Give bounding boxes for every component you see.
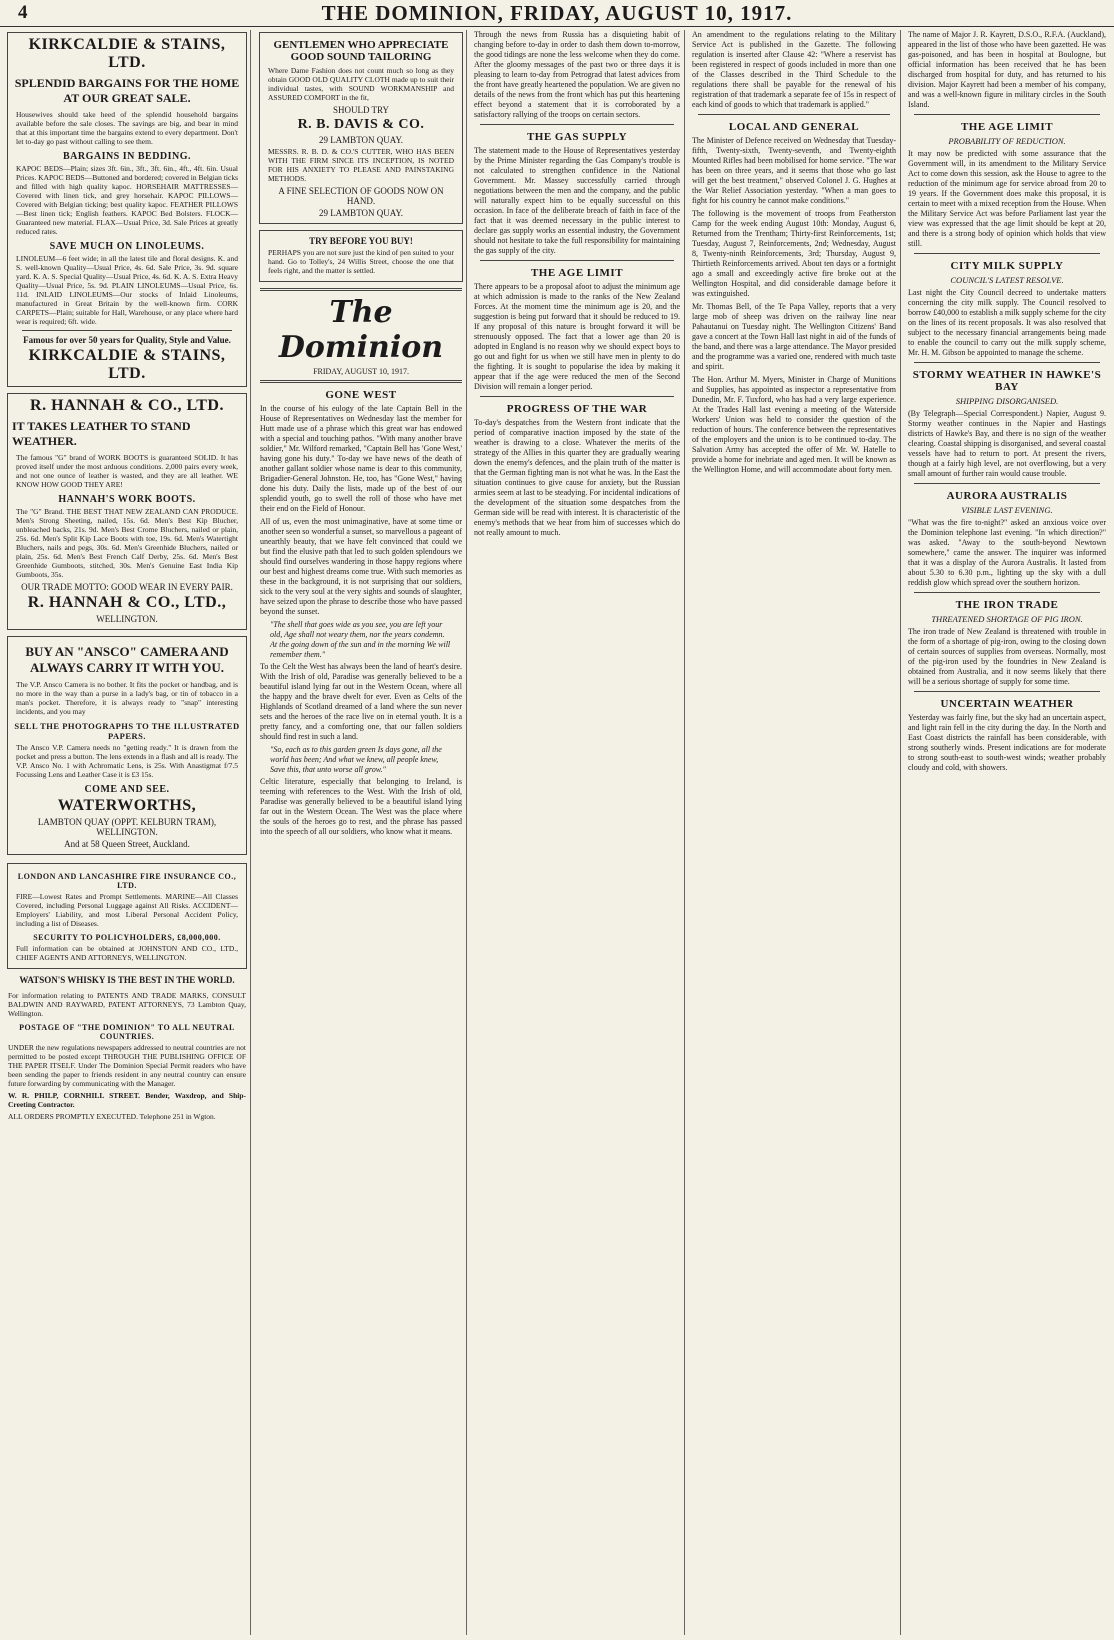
- ansco-headline: BUY AN "ANSCO" CAMERA AND ALWAYS CARRY IT WITH YOU.: [25, 644, 229, 675]
- patents-ad: For information relating to PATENTS AND TRADE MARKS, CONSULT BALDWIN AND RAYWARD, PATENT ATTORNEYS, 73 Lambton Quay, Wellington.: [8, 991, 246, 1018]
- tolley-ad: [259, 230, 463, 282]
- divider: [480, 260, 674, 261]
- hannah-name-footer: R. HANNAH & CO., LTD.,: [27, 594, 227, 611]
- divider: [22, 330, 232, 331]
- dominion-logo: The Dominion: [278, 295, 444, 365]
- divider: [480, 396, 674, 397]
- divider: [260, 380, 462, 383]
- kirkcaldie-ad: [7, 32, 247, 387]
- newspaper-title: THE DOMINION, FRIDAY, AUGUST 10, 1917.: [321, 1, 793, 25]
- aurora-heading: AURORA AUSTRALIS: [946, 490, 1068, 502]
- davis-ad: [259, 32, 463, 224]
- gone-west-text-1: In the course of his eulogy of the late Captain Bell in the House of Representatives on Wednesday last the member for Hutt made use of a phrase which this great war has endowed with a special and touching pathos. "With many another brave soldier," Mr. Wilford remarked, "Captain Bell has 'Gone West,' having gone his duty." To-day we have news of the death of another gallant soldier whose name is dear to this community, Brigadier-General Johnston. He, too, has "Gone West," having done his duty. Daily the lists, made up of the best of our splendid youth, go to swell the roll of those who have met their end on the Field of Honour.: [260, 404, 462, 513]
- hannah-list: The "G" Brand. THE BEST THAT NEW ZEALAND CAN PRODUCE. Men's Strong Sheeting, nailed, 15s. 6d. Men's Best Kip Blucher, unbleached backs, 21s. 9d. Men's Best Crome Bluchers, nailed or plain, 25s. 6d. Men's Split Kip Lace Boots with toe, 19s. 6d. Men's Watertight Bluchers, nails and pegs, 30s. 6d. Men's Greenhide Bluchers, nailed or plain, 25s. 6d. Men's Best French Calf Derby, 25s. 6d. Men's Best Greenhide Gumboots, stitched, 30s. Men's Genuine East India Kip Gumboots, 35s.: [16, 507, 238, 579]
- hannah-city: WELLINGTON.: [96, 614, 158, 624]
- iron-trade-heading: THE IRON TRADE: [955, 599, 1059, 611]
- kirkcaldie-name-footer: KIRKCALDIE & STAINS, LTD.: [28, 347, 226, 382]
- divider: [480, 124, 674, 125]
- kirkcaldie-headline: SPLENDID BARGAINS FOR THE HOME AT OUR GREAT SALE.: [14, 76, 240, 105]
- gone-west-heading: GONE WEST: [325, 389, 397, 401]
- col1-lower: [4, 861, 250, 1124]
- age-limit-heading: THE AGE LIMIT: [530, 267, 624, 279]
- age-limit-subheading: PROBABILITY OF REDUCTION.: [948, 136, 1066, 146]
- local-general-text-1: The Minister of Defence received on Wednesday that Tuesday-fifth, Twenty-sixth, Twenty-seventh, and Twenty-eighth Mounted Rifles had been mobilised for home service. "The war has been on three years, and it seems that those who go last will get the best treatment," observed Colonel J. G. Hughes at the War Relief Association yesterday. "When a man goes to fight for his country he cannot make conditions.": [692, 136, 896, 205]
- divider: [914, 362, 1100, 363]
- column-1: [4, 30, 251, 1635]
- col1-lower-left: [4, 861, 250, 1124]
- ll-name: LONDON AND LANCASHIRE FIRE INSURANCE CO., LTD.: [17, 872, 237, 890]
- gone-west-text-2: All of us, even the most unimaginative, have at some time or another seen so wonderful a sunset, so marvellous a pageant of unearthly beauty, that we have felt convinced that could we but find the elusive path that led to such golden splendours we should find ourselves wandering in those happy regions where our best and highest dreams come true. With such memories as these in the background, it is not surprising that our soldiers, sick to the very soul at the very sights and sounds of slaughter, have seized upon the phrase to describe those who have passed beyond the sunset.: [260, 517, 462, 616]
- divider: [914, 592, 1100, 593]
- london-lancashire-ad: [7, 863, 247, 969]
- should-try: SHOULD TRY: [332, 105, 390, 115]
- local-general-text-4: The Hon. Arthur M. Myers, Minister in Charge of Munitions and Supplies, has appointed as inspector a representative from Dunedin, Mr. F. Tuxford, who has had a very large experience. At the Trades Hall last evening a meeting of the Waterside Workers' Union was held to consider the question of the reduction of hours. The conference between the representatives of the employers and the union is to be continued to-day. The Salvation Army has accepted the offer of Mr. W. Hatelle to provide a home for inebriate and aged men. It will be known as the Wellington Home, and will accommodate about forty men.: [692, 375, 896, 474]
- ll-text: FIRE—Lowest Rates and Prompt Settlements. MARINE—All Classes Covered, including Personal Luggage against All Risks. ACCIDENT—Employers' Liability, and most Liberal Personal Accident Policy, including a list of Diseases.: [16, 892, 238, 928]
- divider: [914, 253, 1100, 254]
- column-5: [904, 30, 1110, 1635]
- gone-west-verse-2: "So, each as to this garden green Is days gone, all the world has been; And what we knew, all people knew, Save this, that unto worse all grow.": [270, 745, 442, 774]
- ll-security: SECURITY TO POLICYHOLDERS, £8,000,000.: [33, 933, 221, 942]
- gentlemen-heading: GENTLEMEN WHO APPRECIATE GOOD SOUND TAILORING: [273, 39, 449, 63]
- divider: [914, 691, 1100, 692]
- gone-west-verse-1: "The shell that goes wide as you see, you are left your old, Age shall not weary them, nor the years condemn. At the going down of the sun and in the morning We will remember them.": [270, 620, 451, 659]
- hannah-name: R. HANNAH & CO., LTD.: [30, 397, 224, 414]
- ansco-come: COME AND SEE.: [84, 784, 170, 795]
- age-limit-text: There appears to be a proposal afoot to adjust the minimum age at which admission is made to the ranks of the New Zealand Forces. At the moment time the minimum age is 20, and the suggestion is being put forward that it should be reduced to 19. If any proposal of this nature is brought forward it will be strenuously opposed. The fact that a lower age than 20 is adopted in England is no reason why we should expect boys to go out and fight for us when we still have men in plenty to do the fighting. It is sought to popularise the idea by making it appear that if the age were reduced the men of the Second Division will remain a longer period.: [474, 282, 680, 391]
- iron-trade-subheading: THREATENED SHORTAGE OF PIG IRON.: [931, 614, 1083, 624]
- gentlemen-text: Where Dame Fashion does not count much so long as they obtain GOOD OLD QUALITY CLOTH made up to suit their individual tastes, with SOUND WORKMANSHIP and ASSURED COMFORT in the fit,: [268, 66, 454, 102]
- watson-ad: WATSON'S WHISKY IS THE BEST IN THE WORLD.: [19, 975, 235, 985]
- progress-war-heading: PROGRESS OF THE WAR: [506, 403, 648, 415]
- bedding-heading: BARGAINS IN BEDDING.: [62, 151, 192, 162]
- local-general-text-2: The following is the movement of troops from Featherston Camp for the week ending August 10th: Monday, August 6, Returned from the Trentham; Thirty-first Reinforcements, 1st; Tuesday, August 7, Reinforcements, 2nd; Wednesday, August 8, Twenty-ninth Reinforcements, 3rd; Thursday, August 9, Thirtieth Reinforcements arrived. About ten days or a fortnight ago a small and exceedingly active fire broke out at the Wellington Hospital, and did considerable damage before it was extinguished.: [692, 209, 896, 298]
- try-before-heading: TRY BEFORE YOU BUY!: [309, 236, 413, 246]
- divider: [698, 114, 890, 115]
- waterworths-address-2: And at 58 Queen Street, Auckland.: [64, 839, 190, 849]
- milk-supply-text: Last night the City Council decreed to undertake matters concerning the city milk supply. The Council resolved to borrow £40,000 to establish a milk supply scheme for the city on the lines of its recent proposals. It was also resolved that subject to the necessary financial arrangements being made to enable the council to carry out the milk supply scheme, Mr. H. M. Gibson be appointed to manage the scheme.: [908, 288, 1106, 357]
- philp-ad: W. R. PHILP, CORNHILL STREET. Bender, Waxdrop, and Ship-Creeting Contractor.: [8, 1091, 246, 1109]
- ansco-text: The V.P. Ansco Camera is no bother. It fits the pocket or handbag, and is no more in the way than a purse in a lady's bag, or tin of tobacco in a man's pocket. Therefore, it is always ready to "snap" interesting incidents, and you may: [16, 680, 238, 716]
- divider: [260, 288, 462, 291]
- gone-west-text-4: Celtic literature, especially that belonging to Ireland, is teeming with references to the West. With the Irish of old, Paradise was generally believed to be a beautiful island lying far out in the Western Ocean. The West was the place where the souls of the heroes go to rest, and the phrase has passed into the speech of all our soldiers, who know what it means.: [260, 777, 462, 836]
- waterworths-address: LAMBTON QUAY (OPPT. KELBURN TRAM), WELLINGTON.: [37, 817, 217, 837]
- try-before-text: PERHAPS you are not sure just the kind of pen suited to your hand. Go to Tolley's, 24 Willis Street, choose the one that feels right, and the matter is settled.: [268, 248, 454, 275]
- davis-selection: A FINE SELECTION OF GOODS NOW ON HAND.: [278, 186, 444, 206]
- hannah-text: The famous "G" brand of WORK BOOTS is guaranteed SOLID. It has proved itself under the most arduous conditions. 2,000 pairs every week, and not one ounce of leather is wasted, and they are all leather. WE KNOW HOW GOOD THEY ARE!: [16, 453, 238, 489]
- regulation-text: An amendment to the regulations relating to the Military Service Act is published in the Gazette. The following regulation is inserted after Clause 42: "Where a reservist has been registered in respect of goods included in more than one of the Classes described in the Third Schedule to the regulations there shall be payable for the renewal of his registration of that trademark a separate fee of 15s in respect of each kind of goods to which that trademark is applied.": [692, 30, 896, 109]
- progress-war-text: To-day's despatches from the Western front indicate that the period of comparative inaction imposed by the state of the weather is drawing to a close. Whatever the merits of the strategy of the Allies in this quarter they are gradually wearing down the enemy's defences, and the plain truth of the matter is that the German fighting man is not what he was. In the East the situation continues to give cause for anxiety, but the Russian armies seem at last to be steadying. For incidental indications of the development of the situation some despatches from the German side will be read with interest. It is characteristic of the enemy's methods that we hear from him of successes which do not really amount to much.: [474, 418, 680, 537]
- postage-text: UNDER the new regulations newspapers addressed to neutral countries are not permitted to be posted except THROUGH THE PUBLISHING OFFICE OF THE PAPER ITSELF. Under The Dominion Special Permit readers who have been sending the paper to friends resident in any neutral country can ensure future forwarding by communicating with the Manager.: [8, 1043, 246, 1088]
- davis-name: R. B. DAVIS & CO.: [297, 117, 425, 132]
- kirkcaldie-name: KIRKCALDIE & STAINS, LTD.: [28, 36, 226, 71]
- stormy-weather-text: (By Telegraph—Special Correspondent.) Napier, August 9. Stormy weather continues in the Napier and Hastings districts of Hawke's Bay, and there is no sign of the weather clearing. Coastal shipping is disorganised, and several coastal vessels have had to return to port. At present the rivers, though at a fairly high level, are not overflowing, but a very small amount of further rain would cause trouble.: [908, 409, 1106, 478]
- masthead: [0, 0, 1114, 27]
- milk-supply-subheading: COUNCIL'S LATEST RESOLVE.: [950, 275, 1064, 285]
- davis-address: 29 LAMBTON QUAY.: [318, 135, 404, 145]
- ansco-ad: [7, 636, 247, 855]
- waterworths-name: WATERWORTHS,: [57, 797, 197, 814]
- davis-address-2: 29 LAMBTON QUAY.: [318, 208, 404, 218]
- aurora-subheading: VISIBLE LAST EVENING.: [961, 505, 1053, 515]
- lino-heading: SAVE MUCH ON LINOLEUMS.: [49, 241, 205, 252]
- column-4: [688, 30, 901, 1635]
- kirkcaldie-famous: Famous for over 50 years for Quality, Style and Value.: [23, 335, 231, 345]
- age-limit-text-2: It may now be predicted with some assurance that the Government will, in its amendment to the Military Service Act to come down this session, ask the House to agree to the reduction of the minimum age for service abroad from 20 to 19 years. If the Government does make this proposal, it is certain to meet with a mixed reception from the House. When the Military Service Act was before Parliament last year the view was expressed that the age limit should be kept at 20, and there is a strong body of opinion which holds that view still.: [908, 149, 1106, 248]
- hannah-motto: OUR TRADE MOTTO: GOOD WEAR IN EVERY PAIR.: [21, 582, 233, 592]
- iron-trade-text: The iron trade of New Zealand is threatened with trouble in the form of a shortage of pig-iron, owing to the closing down of certain sources of supplies from overseas. Normally, most of the pig-iron used by the foundries in New Zealand is obtained from Australia, and it now seems likely that there will be a serious shortage of supply for some time.: [908, 627, 1106, 686]
- kayrett-text: The name of Major J. R. Kayrett, D.S.O., R.F.A. (Auckland), appeared in the list of those who have been gazetted. He was gas-poisoned, and has been in hospital at Boulogne, but official information has been received that he has been discharged from hospital for duty, and has returned to his division. Major Kayrett had been a member of his company, and was a well-known figure in military circles in the South Island.: [908, 30, 1106, 109]
- kirkcaldie-intro: Housewives should take heed of the splendid household bargains available before the sale closes. The savings are big, and bear in mind that at this important time the bargains extend to every department. Don't let to-day go past without calling to see them.: [16, 110, 238, 146]
- age-limit-heading-2: THE AGE LIMIT: [960, 121, 1054, 133]
- philp-ad-2: ALL ORDERS PROMPTLY EXECUTED. Telephone 251 in Wgton.: [8, 1112, 216, 1121]
- postage-heading: POSTAGE OF "THE DOMINION" TO ALL NEUTRAL COUNTRIES.: [19, 1023, 235, 1041]
- column-2: [256, 30, 467, 1635]
- russia-text: Through the news from Russia has a disquieting habit of changing before to-day in order to dash them down to-morrow, the good tidings are none the less welcome when they do come. After the gloomy messages of the past two or three days it is pleasing to learn to-day from Petrograd that latest advices from the front have greatly heartened the population. We are given no details of the news from the front which has put this heartening effect beyond a statement that it is corroborated by a satisfactory rallying of the troops on certain sectors.: [474, 30, 680, 119]
- hannah-ad: [7, 393, 247, 630]
- uncertain-weather-text: Yesterday was fairly fine, but the sky had an uncertain aspect, and light rain fell in the city during the day. In the North and East Coast districts the rainfall has been considerable, with strong southerly winds. Present indications are for moderate to strong south-east to south-west winds; weather probably cloudy and cold, with showers.: [908, 713, 1106, 772]
- divider: [914, 483, 1100, 484]
- divider: [914, 114, 1100, 115]
- editorial-dateline: FRIDAY, AUGUST 10, 1917.: [313, 367, 409, 376]
- gas-supply-text: The statement made to the House of Representatives yesterday by the Prime Minister regarding the Gas Company's trouble is not calculated to strengthen confidence in the National Government. Mr. Massey successfully carried through negotiations between the men and the company, and the public will naturally expect him to be equally successful on this occasion. In face of the deliberate breach of faith in face of the fact that it was deemed necessary in the public interest to declare gas supply works an essential industry, the Government should not hesitate to take the full responsibility for maintaining the gas supply of the city.: [474, 146, 680, 255]
- davis-text: MESSRS. R. B. D. & CO.'S CUTTER, WHO HAS BEEN WITH THE FIRM SINCE ITS INCEPTION, IS NOTED FOR HIS ANXIETY TO PLEASE AND PAINSTAKING METHODS.: [268, 147, 454, 183]
- column-3: [470, 30, 685, 1635]
- ansco-sell: SELL THE PHOTOGRAPHS TO THE ILLUSTRATED PAPERS.: [14, 721, 240, 741]
- ansco-text-2: The Ansco V.P. Camera needs no "getting ready." It is drawn from the pocket and press a button. The lens extends in a flash and all is ready. The V.P. Ansco No. 1 with Achromatic Lens, is 25s. With Anastigmat f/7.5 Focussing Lens and Leather Case it is £3 15s.: [16, 743, 238, 779]
- gas-supply-heading: THE GAS SUPPLY: [526, 131, 628, 143]
- local-general-heading: LOCAL AND GENERAL: [728, 121, 860, 133]
- page-number: 4: [18, 2, 28, 23]
- bedding-text: KAPOC BEDS—Plain; sizes 3ft. 6in., 3ft., 3ft. 6in., 4ft., 4ft. 6in. Usual Prices. KAPOC BEDS—Buttoned and bordered; covered in Belgian ticks and filled with high quality kapoc. HORSEHAIR MATTRESSES—Covered with linen tick, and grey horsehair. KAPOC PILLOWS—Covered with Belgian ticking; best quality kapoc. FEATHER PILLOWS—Best linen tick; English feathers. KAPOC Bed Bolsters. FLOCK—Guaranteed new material. FLAX—Usual Price, 3d. Sale Prices at greatly reduced rates.: [16, 164, 238, 236]
- ll-info: Full information can be obtained at JOHNSTON AND CO., LTD., CHIEF AGENTS AND ATTORNEYS, WELLINGTON.: [16, 944, 238, 962]
- hannah-subhead: HANNAH'S WORK BOOTS.: [58, 494, 196, 505]
- stormy-weather-heading: STORMY WEATHER IN HAWKE'S BAY: [912, 369, 1102, 393]
- uncertain-weather-heading: UNCERTAIN WEATHER: [940, 698, 1074, 710]
- stormy-weather-subheading: SHIPPING DISORGANISED.: [955, 396, 1059, 406]
- hannah-headline: IT TAKES LEATHER TO STAND WEATHER.: [12, 419, 191, 448]
- aurora-text: "What was the fire to-night?" asked an anxious voice over the Dominion telephone last evening. "In which direction?" was asked. "Away to the south-beyond Newtown somewhere," came the answer. The inquirer was informed that it was a display of the Aurora Australis. It lasted from about 5.30 to 6.30 p.m., lighting up the sky with a dull reddish glow which spread over the southern horizon.: [908, 518, 1106, 587]
- local-general-text-3: Mr. Thomas Bell, of the Te Papa Valley, reports that a very large mob of sheep was driven on the railway line near Pahautanui on Tuesday night. The Wellington Citizens' Band gave a concert at the Town Hall last night in aid of the funds of the band, and there was a large attendance. The Mayor presided and the programme was a varied one, rendered with much taste and spirit.: [692, 302, 896, 371]
- gone-west-text-3: To the Celt the West has always been the land of heart's desire. With the Irish of old, Paradise was generally believed to be a beautiful island lying far out in the Western Ocean, where all the happy and the brave dwelt for ever. Even as Celts of the Highlands of Scotland dreamed of a land where the sun never sets and the heroes of the race live on in eternal youth. It is a pretty fancy, and a comforting one, that our fallen soldiers should find rest in such a land.: [260, 662, 462, 741]
- milk-supply-heading: CITY MILK SUPPLY: [950, 260, 1064, 272]
- lino-text: LINOLEUM—6 feet wide; in all the latest tile and floral designs. K. and S. well-known Quality—Usual Price, 4s. 6d. Sale Price, 3s. 9d. square yard. K. A. S. Special Quality—Usual Price, 4s. 6d. K. A. S. Extra Heavy Quality—Usual Price, 5s. 9d. PLAIN LINOLEUMS—Usual Price, 6s. 11d. INLAID LINOLEUMS—Our stocks of Inlaid Linoleums, manufactured in Great Britain by the well-known firm. CORK CARPETS—Plain; suitable for Hall, Warehouse, or any place where hard wear is required; 6ft. wide.: [16, 254, 238, 326]
